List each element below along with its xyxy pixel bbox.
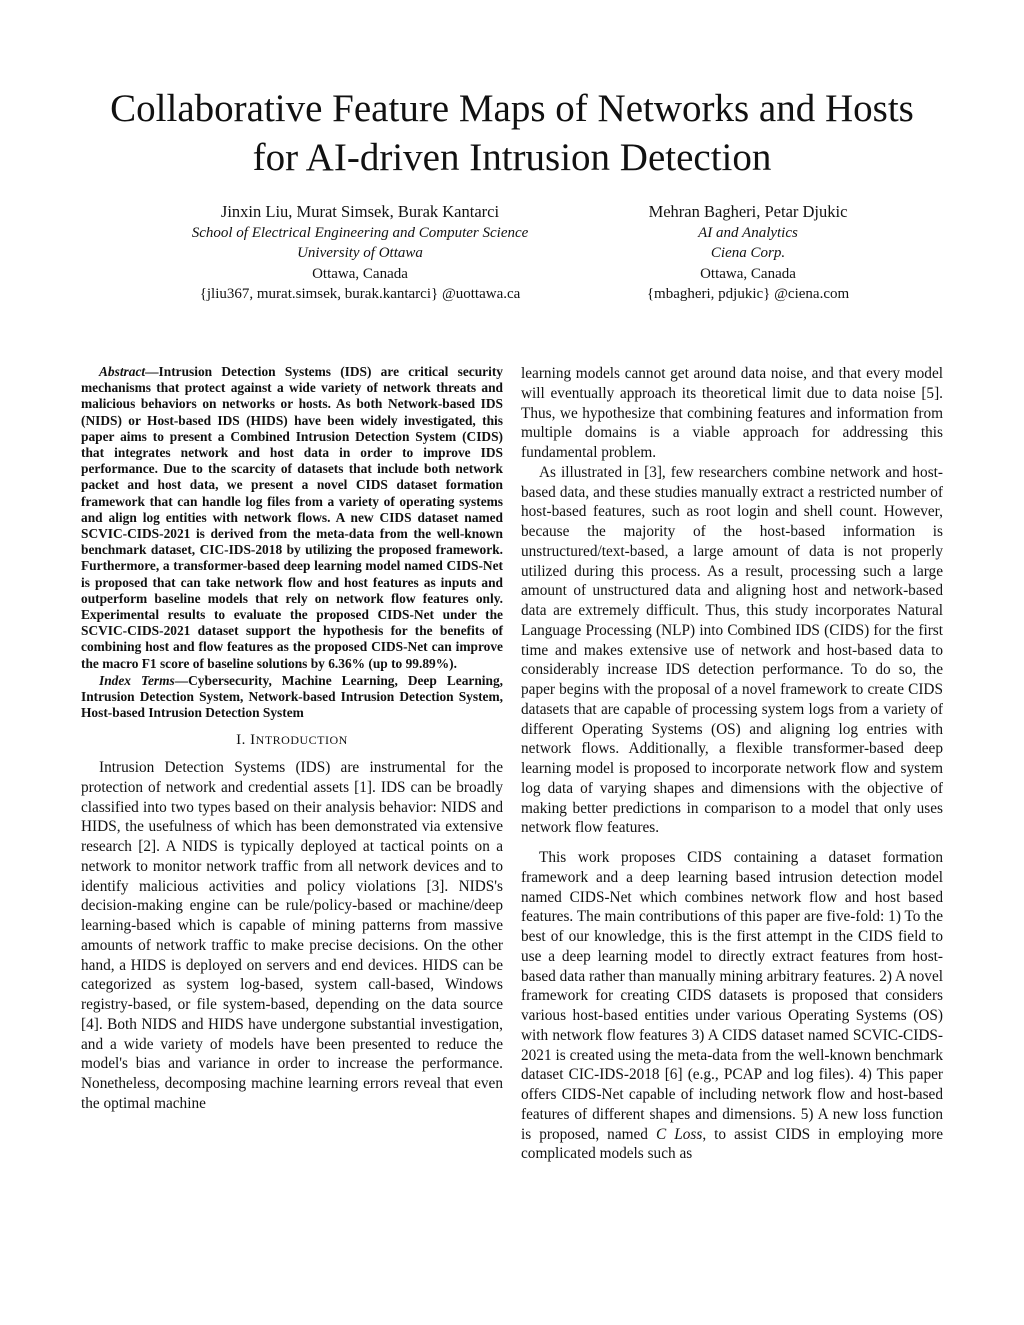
contributions-text: This work proposes CIDS containing a dataset formation framework and a deep learning based intrusion detection model named CIDS-Net which combines network flow and host based features. The main contributions of this paper are five-fold: 1) To the best of our knowledge, this is the first attempt in the CIDS field to use a deep learning model to directly extract features from host-based data rather than manually mining arbitrary features. 2) A novel framework for creating CIDS datasets is proposed that considers various host-based entities under various Operating Systems (OS) with network flow features 3) A CIDS dataset named SCVIC-CIDS-2021 is created using the meta-data from the well-known benchmark dataset CIC-IDS-2018 [6] (e.g., PCAP and log files). 4) This paper offers CIDS-Net capable of including network flow and host-based features of different shapes and dimensions. 5) A new loss function is proposed, named [521,849,943,1143]
index-terms-text: —Cybersecurity, Machine Learning, Deep Learning, Intrusion Detection System, Network-based Intrusion Detection System, Host-based Intrusion Detection System [81,672,503,721]
author-block-ciena [598,202,898,305]
author-organization: Ciena Corp. [710,245,786,261]
author-department: School of Electrical Engineering and Computer Science [191,224,529,241]
author-names: Jinxin Liu, Murat Simsek, Burak Kantarci [220,202,500,221]
contributions-tail: , to assist CIDS in employing more complicated models such as [521,1125,944,1163]
paper-title [40,84,984,182]
author-block-uottawa [150,202,570,305]
author-department: AI and Analytics [698,224,798,241]
abstract-label: Abstract [99,364,146,379]
index-terms [81,673,503,722]
title-line-1: Collaborative Feature Maps of Networks and Hosts [110,87,914,130]
section-heading-introduction [81,731,503,751]
author-email: {jliu367, murat.simsek, burak.kantarci} @uottawa.ca [199,286,521,302]
title-line-2: for AI-driven Intrusion Detection [252,136,772,179]
section-title-rest: NTRODUCTION [255,733,348,748]
c-loss-term: C Loss [656,1125,703,1143]
intro-paragraph-3 [521,848,943,1164]
intro-paragraph-1: Intrusion Detection Systems (IDS) are instrumental for the protection of network and credential assets [1]. IDS can be broadly classified into two types based on their analysis behavior: NIDS and HIDS, the usefulness of which has been demonstrated via extensive research [2]. A NIDS is typically deployed at tactical points on a network to monitor network traffic from all network devices and to identify malicious activities and policy violations [3]. NIDS's decision-making engine can be rule/policy-based or machine/deep learning-based which is capable of mining patterns from massive amounts of network traffic to make precise decisions. On the other hand, a HIDS is deployed on servers and end devices. HIDS can be categorized as system log-based, system call-based, Windows registry-based, or file system-based, depending on the data source [4]. Both NIDS and HIDS have undergone substantial investigation, and a wide variety of models have been presented to reduce the model's bias and variance in order to increase the performance. Nonetheless, decomposing machine learning errors reveal that even the optimal machine [81,759,503,1112]
author-location: Ottawa, Canada [312,265,408,282]
left-column [81,364,503,1114]
intro-paragraph-2: As illustrated in [3], few researchers combine network and host-based data, and these studies manually extract a restricted number of host-based features, such as root login and shell count. However, because the majority of the host-based information is unstructured/text-based, a large amount of data is not properly utilized during this process. As a result, processing such a large amount of unstructured data and aligning host and network-based data are extremely difficult. Thus, this study incorporates Natural Language Processing (NLP) into Combined IDS (CIDS) for the first time and makes extensive use of network and host-based data to considerably increase IDS detection performance. To do so, the paper begins with the proposal of a novel framework to create CIDS datasets that are capable of processing system logs from a variety of different Operating Systems (OS) and aligning log entries with network flows. Additionally, a flexible transformer-based deep learning model is proposed to incorporate network flow and system log data of varying shapes and dimensions with the objective of making better predictions in comparison to a model that only uses network flow features. [521,463,943,837]
right-column [521,364,943,1164]
abstract [81,364,503,672]
index-terms-label: Index Terms [99,672,175,688]
author-names: Mehran Bagheri, Petar Djukic [648,202,848,221]
author-organization: University of Ottawa [297,245,423,261]
abstract-text: —Intrusion Detection Systems (IDS) are critical security mechanisms that protect against a wide variety of network threats and malicious behaviors on networks or hosts. As both Network-based IDS (NIDS) or Host-based IDS (HIDS) have been widely investigated, this paper aims to present a Combined Intrusion Detection System (CIDS) that integrates network and host data in order to improve IDS performance. Due to the scarcity of datasets that include both network packet and host data, we present a novel CIDS dataset formation framework that can handle log files from a variety of operating systems and align log entities with network flows. A new CIDS dataset named SCVIC-CIDS-2021 is derived from the meta-data from the well-known benchmark dataset, CIC-IDS-2018 by utilizing the proposed framework. Furthermore, a transformer-based deep learning model named CIDS-Net is proposed that can take network flow and host features as inputs and outperform baseline models that rely on network flow features only. Experimental results to evaluate the proposed CIDS-Net under the SCVIC-CIDS-2021 dataset support the hypothesis for the benefits of combining host and flow features as the proposed CIDS-Net can improve the macro F1 score of baseline solutions by 6.36% (up to 99.89%). [81,364,503,671]
intro-paragraph-continued: learning models cannot get around data noise, and that every model will eventually approach its theoretical limit due to data noise [5]. Thus, we hypothesize that combining features and information from multiple domains is a viable approach for addressing this fundamental problem. [521,365,943,461]
section-first-letter: I [250,732,256,749]
section-numeral: I. [236,732,246,749]
author-email: {mbagheri, pdjukic} @ciena.com [646,286,850,302]
author-location: Ottawa, Canada [700,265,796,282]
